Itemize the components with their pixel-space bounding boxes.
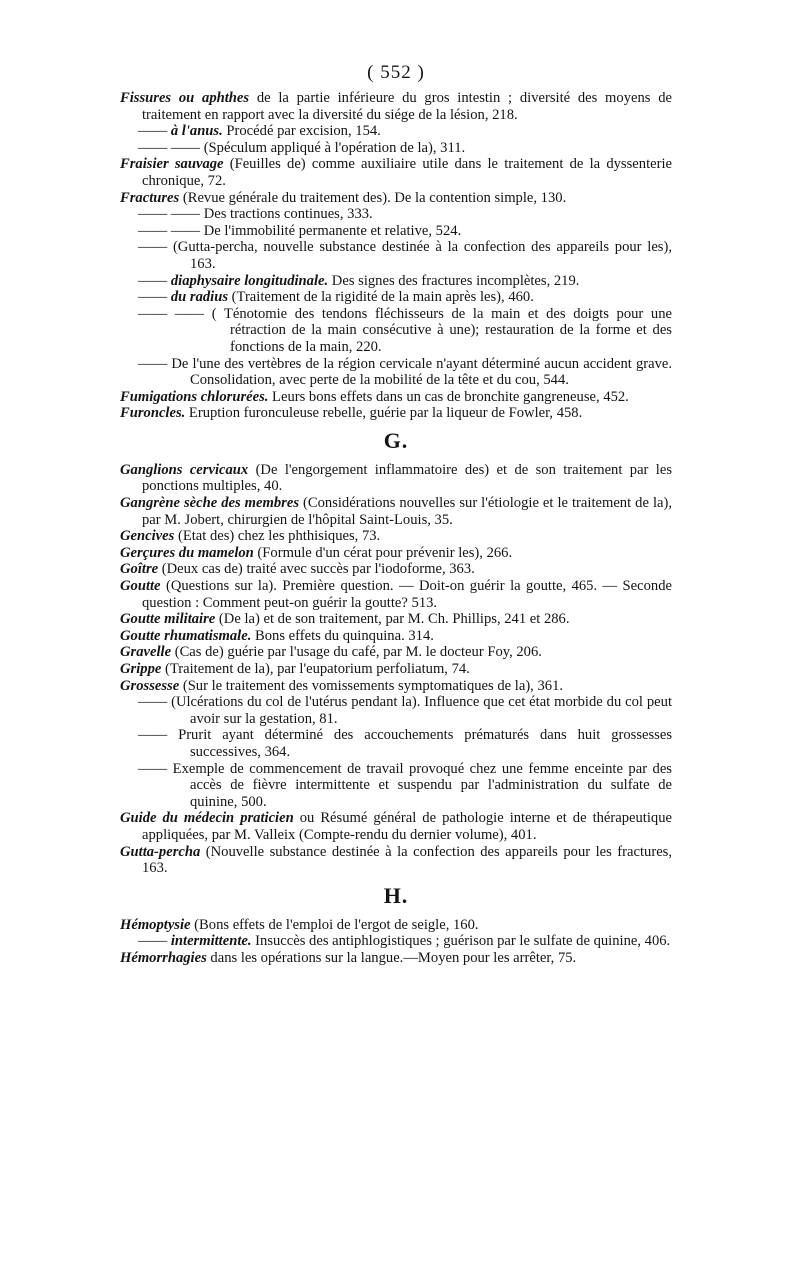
entry-term: Guide du médecin praticien [120, 810, 294, 827]
entry-text: Leurs bons effets dans un cas de bronchite gangreneuse, 452. [268, 388, 629, 405]
index-entry [120, 273, 672, 290]
index-entry [120, 306, 672, 356]
entry-term: Fumigations chlorurées. [120, 388, 269, 405]
entry-text: (Etat des) chez les phthisiques, 73. [174, 528, 381, 545]
entry-text: Prurit ayant déterminé des accouchements prématurés dans huit grossesses successives, 364. [178, 727, 672, 760]
entry-text: (Spéculum appliqué à l'opération de la), 311. [203, 139, 466, 156]
entry-text: de la partie inférieure du gros intestin ; diversité des moyens de traitement en rapport avec la diversité du siége de la lésion, 218. [142, 90, 672, 123]
entry-text: (Ulcérations du col de l'utérus pendant la). Influence que cet état morbide du col peut avoir sur la gestation, 81. [171, 694, 672, 727]
section-letter: G. [383, 427, 409, 453]
entry-dash: —— [138, 933, 168, 950]
index-entry [120, 933, 672, 950]
entry-dash: —— [138, 123, 168, 140]
entry-text: Insuccès des antiphlogistiques ; guérison par le sulfate de quinine, 406. [251, 933, 671, 950]
entry-text: Procédé par excision, 154. [222, 123, 381, 140]
index-entry [120, 190, 672, 207]
entry-text: (Revue générale du traitement des). De la contention simple, 130. [179, 189, 567, 206]
index-entry [120, 123, 672, 140]
entry-term: Fraisier sauvage [120, 156, 224, 173]
entry-text: (Nouvelle substance destinée à la confection des appareils pour les fractures, 163. [142, 843, 672, 877]
entry-term: Goutte rhumatismale. [120, 627, 252, 644]
entry-dash: —— [138, 355, 168, 372]
index-entry [120, 578, 672, 611]
index-entry [120, 761, 672, 811]
entry-term: Grossesse [120, 677, 180, 694]
entry-term: Ganglions cervicaux [120, 461, 249, 478]
page-number: ( 552 ) [367, 62, 425, 83]
entry-term: Hémoptysie [120, 916, 191, 933]
index-entry [120, 628, 672, 645]
entry-term: Gerçures du mamelon [120, 544, 254, 561]
entry-term: Goître [120, 561, 159, 578]
entry-text: (Considérations nouvelles sur l'étiologie et le traitement de la), par M. Jobert, chirurgien de l'hôpital Saint-Louis, 35. [142, 495, 672, 528]
entry-dash: —— [138, 760, 168, 777]
index-entry [120, 678, 672, 695]
entry-text: (Gutta-percha, nouvelle substance destinée à la confection des appareils pour les), 163. [172, 239, 672, 272]
entry-dash: —— [138, 239, 168, 256]
index-entry [120, 462, 672, 495]
entry-text: dans les opérations sur la langue.—Moyen pour les arrêter, 75. [206, 949, 577, 966]
index-entry [120, 356, 672, 389]
entry-term: diaphysaire longitudinale. [170, 272, 329, 289]
entry-dash: —— [138, 272, 168, 289]
entry-dash: —— [138, 694, 168, 711]
entry-dash: —— —— [138, 206, 201, 223]
entry-term: Goutte militaire [120, 611, 216, 628]
entry-text: (Traitement de la), par l'eupatorium perfoliatum, 74. [161, 661, 470, 677]
entry-term: Gutta-percha [120, 843, 201, 860]
entry-term: Gravelle [120, 644, 172, 661]
entry-term: Gencives [120, 528, 175, 545]
entry-term: intermittente. [170, 933, 252, 950]
entry-dash: —— [138, 727, 168, 744]
index-entry [120, 810, 672, 843]
entry-text: Exemple de commencement de travail provoqué chez une femme enceinte par des accès de fièvre intermittente et suspendu par l'administration du sulfate de quinine, 500. [172, 760, 672, 810]
index-entry [120, 239, 672, 272]
entry-text: Des tractions continues, 333. [203, 206, 373, 223]
entry-term: à l'anus. [170, 123, 223, 140]
entry-text: (Feuilles de) comme auxiliaire utile dans le traitement de la dyssenterie chronique, 72. [142, 156, 672, 189]
entry-text: (Traitement de la rigidité de la main après les), 460. [228, 289, 534, 306]
entry-term: Gangrène sèche des membres [120, 495, 299, 512]
entry-text: (Deux cas de) traité avec succès par l'iodoforme, 363. [158, 561, 475, 578]
entry-text: (Formule d'un cérat pour prévenir les), 266. [253, 544, 513, 561]
index-page [120, 62, 672, 967]
entry-text: (Cas de) guérie par l'usage du café, par M. le docteur Foy, 206. [171, 644, 542, 661]
index-entry [120, 405, 672, 422]
index-entry [120, 156, 672, 189]
entry-term: du radius [170, 289, 229, 306]
entry-text: De l'immobilité permanente et relative, 524. [203, 222, 462, 239]
index-content [120, 90, 672, 967]
index-entry [120, 206, 672, 223]
index-entry [120, 661, 672, 678]
entry-term: Fractures [120, 189, 180, 206]
index-entry [120, 545, 672, 562]
index-entry [120, 844, 672, 877]
index-entry [120, 950, 672, 967]
entry-text: (De l'engorgement inflammatoire des) et de son traitement par les ponctions multiples, 40. [142, 461, 673, 495]
index-entry [120, 223, 672, 240]
entry-text: (Questions sur la). Première question. — Doit-on guérir la goutte, 465. — Seconde question : Comment peut-on guérir la goutte? 513. [142, 578, 672, 611]
entry-term: Hémorrhagies [120, 949, 207, 966]
entry-text: Eruption furonculeuse rebelle, guérie par la liqueur de Fowler, 458. [185, 405, 583, 422]
entry-text: (Sur le traitement des vomissements symptomatiques de la), 361. [179, 677, 564, 694]
entry-dash: —— —— [138, 222, 201, 239]
entry-term: Goutte [120, 578, 161, 595]
index-entry [120, 917, 672, 934]
index-entry [120, 694, 672, 727]
index-entry [120, 561, 672, 578]
index-entry [120, 727, 672, 760]
entry-text: De l'une des vertèbres de la région cervicale n'ayant déterminé aucun accident grave. Consolidation, avec perte de la mobilité de la tête et du cou, 544. [171, 355, 672, 389]
index-entry [120, 90, 672, 123]
entry-text: (De la) et de son traitement, par M. Ch. Phillips, 241 et 286. [215, 611, 570, 628]
entry-text: (Bons effets de l'emploi de l'ergot de seigle, 160. [190, 916, 479, 933]
entry-text: Des signes des fractures incomplètes, 219. [328, 272, 580, 289]
entry-term: Grippe [120, 661, 162, 677]
entry-dash: —— —— [138, 139, 201, 156]
index-entry [120, 495, 672, 528]
index-entry [120, 644, 672, 661]
index-entry [120, 140, 672, 157]
index-entry [120, 528, 672, 545]
entry-term: Furoncles. [120, 405, 186, 422]
index-entry [120, 389, 672, 406]
index-entry [120, 611, 672, 628]
entry-text: Bons effets du quinquina. 314. [251, 627, 434, 644]
entry-dash: —— —— [138, 305, 205, 322]
entry-dash: —— [138, 289, 168, 306]
entry-text: ou Résumé général de pathologie interne et de thérapeutique appliquées, par M. Valleix (Compte-rendu du dernier volume), 401. [142, 810, 672, 843]
entry-term: Fissures ou aphthes [120, 90, 250, 106]
index-entry [120, 289, 672, 306]
entry-text: ( Ténotomie des tendons fléchisseurs de la main et des doigts pour une rétraction de la main consécutive à une); restauration de la forme et des fonctions de la main, 220. [211, 305, 672, 355]
section-letter: H. [383, 882, 409, 908]
